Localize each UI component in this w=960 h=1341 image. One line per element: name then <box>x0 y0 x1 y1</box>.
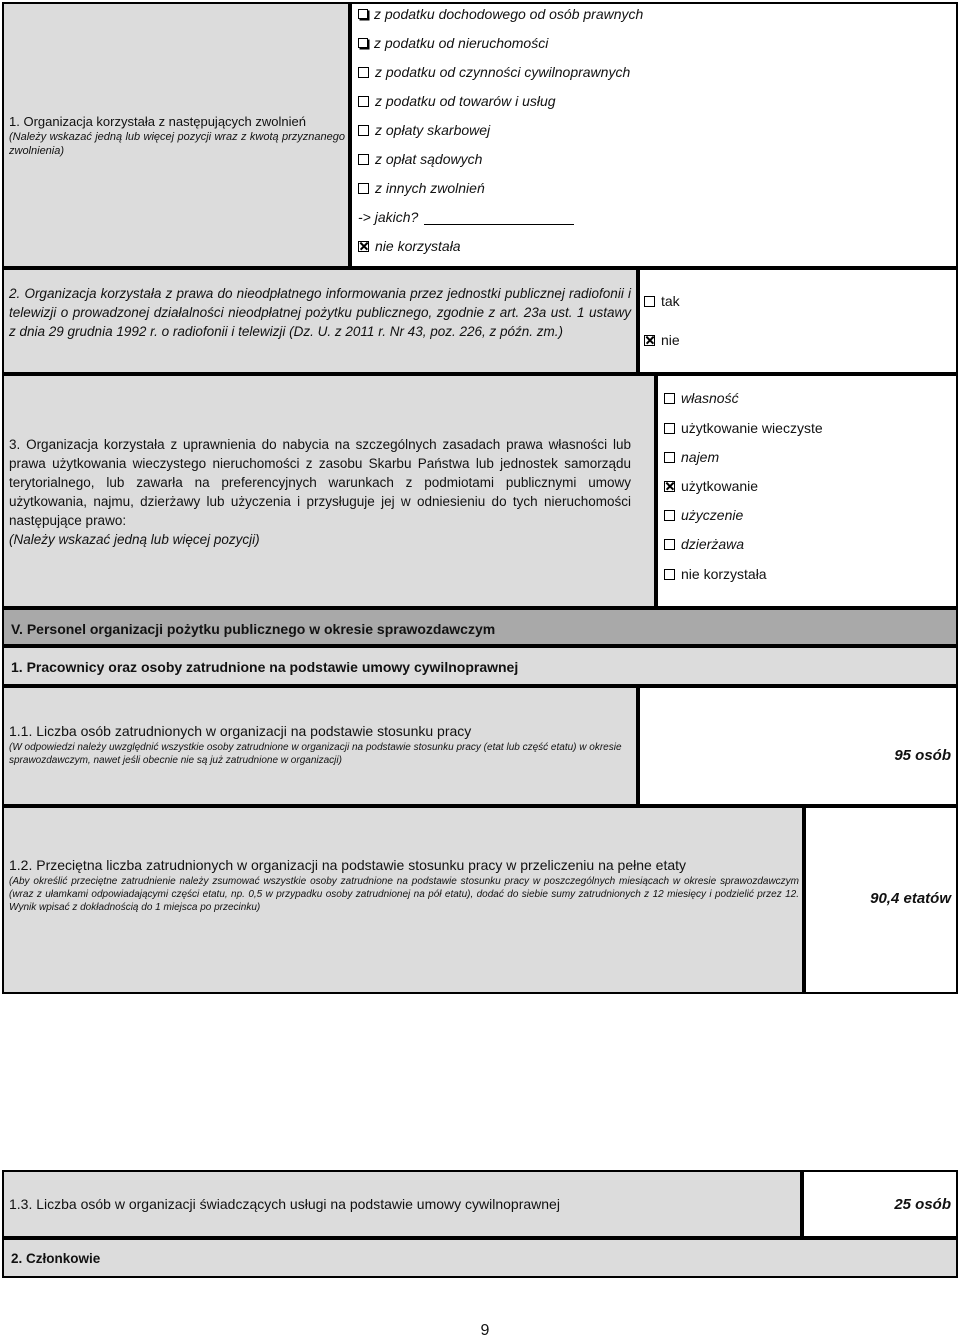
q2-question: 2. Organizacja korzystała z prawa do nieodpłatnego informowania przez jednostki publicznej radiofonii i telewizji o prowadzonej działalności nieodpłatnej pożytku publicznego, zgodnie z art. 23a ust. 1 ustawy z dnia 29 grudnia 1992 r. o radiofonii i telewizji (Dz. U. z 2011 r. Nr 43, poz. 226, z późn. zm.) <box>9 286 631 339</box>
which-label: -> jakich? <box>358 209 419 225</box>
checkbox-icon[interactable] <box>664 510 675 521</box>
checkbox-icon[interactable] <box>664 569 675 580</box>
option-label: z innych zwolnień <box>375 180 485 196</box>
option-label: tak <box>661 293 680 309</box>
option-label: z podatku od towarów i usług <box>375 93 556 109</box>
option-label: nie korzystała <box>681 566 767 582</box>
q11-title: 1.1. Liczba osób zatrudnionych w organizacji na podstawie stosunku pracy <box>9 723 472 739</box>
q3-option-tenancy[interactable] <box>664 536 744 552</box>
option-label: z podatku od nieruchomości <box>374 35 549 51</box>
q12-value[interactable]: 90,4 etatów <box>870 890 951 907</box>
q3-option-ownership[interactable] <box>664 390 739 406</box>
q2-answer-cell <box>638 268 958 374</box>
q11-question <box>9 722 631 767</box>
option-label: własność <box>681 390 739 406</box>
checkbox-icon[interactable] <box>358 9 368 19</box>
section-v-sub2-header <box>2 1238 958 1278</box>
q13-title: 1.3. Liczba osób w organizacji świadczących usługi na podstawie umowy cywilnoprawnej <box>9 1196 560 1212</box>
checkbox-icon[interactable] <box>358 38 368 48</box>
q11-hint: (W odpowiedzi należy uwzględnić wszystkie osoby zatrudnione w organizacji na podstawie stosunku pracy (etat lub część etatu) w okresie sprawozdawczym, nawet jeśli obecnie nie są już zatrudnione w organizacji) <box>9 742 622 766</box>
q3-question <box>9 435 631 549</box>
q1-option-property-tax[interactable] <box>358 35 548 51</box>
q1-option-none[interactable] <box>358 238 461 254</box>
section-v-sub1-title: 1. Pracownicy oraz osoby zatrudnione na podstawie umowy cywilnoprawnej <box>11 659 519 675</box>
checked-checkbox-icon[interactable] <box>664 481 675 492</box>
checked-checkbox-icon[interactable] <box>358 241 369 252</box>
checkbox-icon[interactable] <box>358 67 369 78</box>
option-label: z podatku od czynności cywilnoprawnych <box>375 64 631 80</box>
q1-option-court-fees[interactable] <box>358 151 482 167</box>
q1-hint: (Należy wskazać jedną lub więcej pozycji wraz z kwotą przyznanego zwolnienia) <box>9 131 345 157</box>
section-v-sub1-header <box>2 646 958 686</box>
checkbox-icon[interactable] <box>358 183 369 194</box>
option-label: z opłaty skarbowej <box>375 122 491 138</box>
section-v-sub2-title: 2. Członkowie <box>11 1251 101 1266</box>
q12-hint: (Aby określić przeciętne zatrudnienie należy zsumować wszystkie osoby zatrudnione na podstawie stosunku pracy w poszczególnych miesiącach w okresie sprawozdawczym (wraz z ułamkami odpowiadającymi części etatu, np. 0,5 w przypadku osoby zatrudnionej na pół etatu), dodać do siebie sumy zatrudnionych z 12 miesięcy i podzielić przez 12. Wynik wpisać z dokładnością do 1 miejsca po przecinku) <box>9 876 799 913</box>
q1-option-other[interactable] <box>358 180 485 196</box>
checkbox-icon[interactable] <box>664 423 675 434</box>
option-label: użyczenie <box>681 507 744 523</box>
q3-option-perpetual-usufruct[interactable] <box>664 420 823 436</box>
q3-option-usufruct[interactable] <box>664 478 758 494</box>
checkbox-icon[interactable] <box>358 154 369 165</box>
option-label: użytkowanie wieczyste <box>681 420 823 436</box>
which-input-line[interactable] <box>424 210 574 225</box>
checkbox-icon[interactable] <box>664 393 675 404</box>
q13-value[interactable]: 25 osób <box>894 1196 951 1213</box>
section-v-header <box>2 608 958 646</box>
section-v-title: V. Personel organizacji pożytku publicznego w okresie sprawozdawczym <box>11 621 496 637</box>
q2-option-no[interactable] <box>644 332 680 348</box>
q3-hint: (Należy wskazać jedną lub więcej pozycji) <box>9 532 260 547</box>
q3-text: 3. Organizacja korzystała z uprawnienia do nabycia na szczególnych zasadach prawa własności lub prawa użytkowania wieczystego nieruchomości z zasobu Skarbu Państwa lub jednostek samorządu terytorialnego, lub zawarła na preferencyjnych warunkach z podmiotami publicznymi umowy użytkowania, najmu, dzierżawy lub użyczenia i przysługuje jej w odniesieniu do tych nieruchomości następujące prawo: <box>9 437 631 528</box>
q12-title: 1.2. Przeciętna liczba zatrudnionych w organizacji na podstawie stosunku pracy w przeliczeniu na pełne etaty <box>9 857 687 873</box>
option-label: użytkowanie <box>681 478 759 494</box>
checkbox-icon[interactable] <box>664 539 675 550</box>
option-label: nie korzystała <box>375 238 461 254</box>
q1-option-civil-law-tax[interactable] <box>358 64 630 80</box>
checkbox-icon[interactable] <box>664 452 675 463</box>
q1-which-row <box>358 209 574 225</box>
q1-option-stamp-duty[interactable] <box>358 122 490 138</box>
q1-option-vat[interactable] <box>358 93 556 109</box>
checked-checkbox-icon[interactable] <box>644 335 655 346</box>
q3-option-lease[interactable] <box>664 449 719 465</box>
option-label: z opłat sądowych <box>375 151 483 167</box>
q12-question <box>9 856 799 914</box>
q11-value[interactable]: 95 osób <box>894 747 951 764</box>
q1-title: 1. Organizacja korzystała z następujących zwolnień <box>9 114 306 129</box>
option-label: najem <box>681 449 720 465</box>
checkbox-icon[interactable] <box>644 296 655 307</box>
option-label: z podatku dochodowego od osób prawnych <box>374 6 644 22</box>
q1-option-cit[interactable] <box>358 6 643 22</box>
checkbox-icon[interactable] <box>358 96 369 107</box>
q2-option-yes[interactable] <box>644 293 680 309</box>
q11-answer-cell <box>638 686 958 806</box>
option-label: nie <box>661 332 680 348</box>
q3-option-lending[interactable] <box>664 507 743 523</box>
checkbox-icon[interactable] <box>358 125 369 136</box>
q3-option-none[interactable] <box>664 566 767 582</box>
option-label: dzierżawa <box>681 536 745 552</box>
page-number: 9 <box>480 1322 490 1339</box>
q1-question <box>9 114 345 158</box>
